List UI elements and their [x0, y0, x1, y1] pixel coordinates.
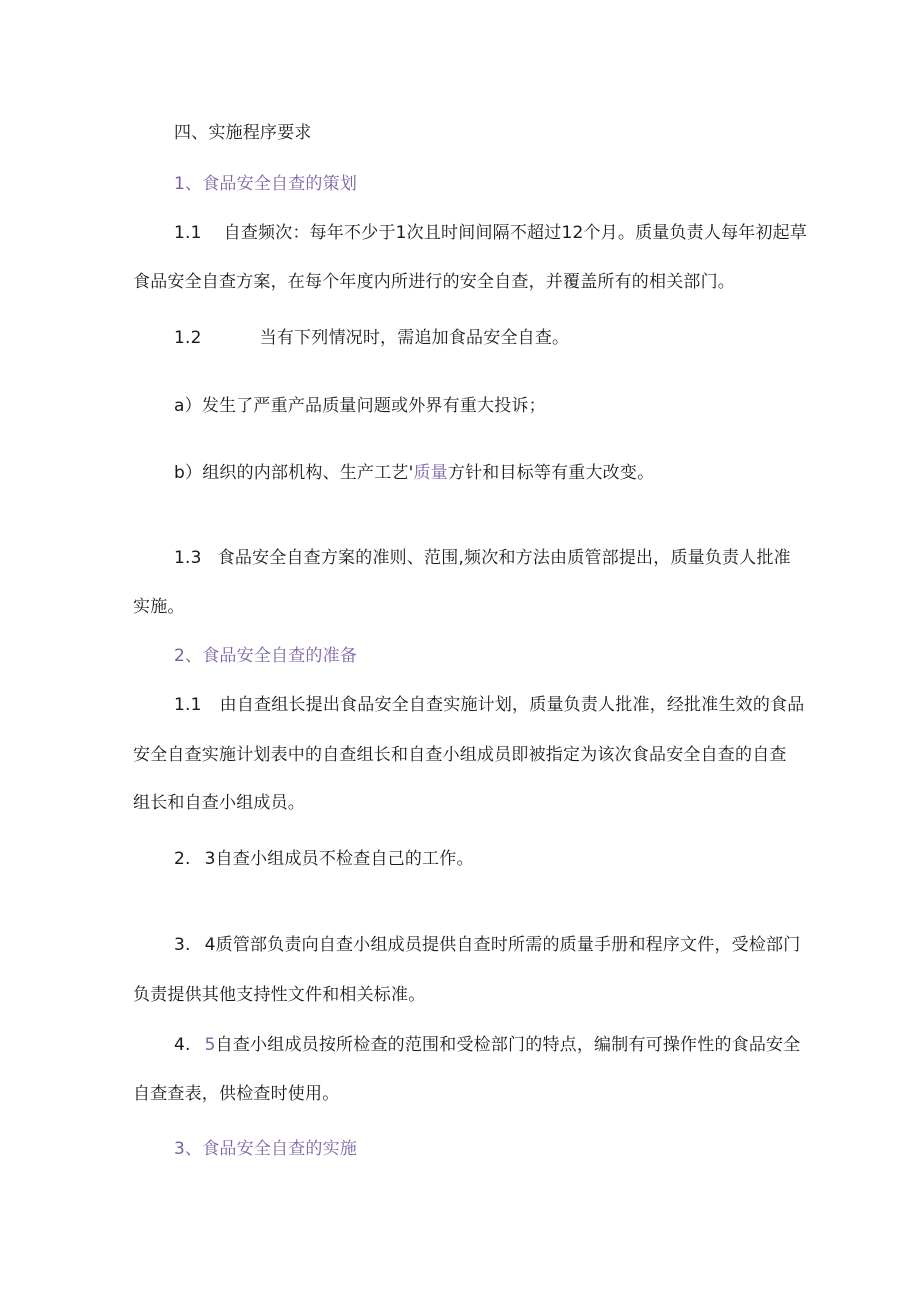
para-2-4-line2: 自查查表，供检查时使用。: [133, 1084, 340, 1104]
para-2-3-line1: [174, 933, 800, 957]
item-b-pre: b）组织的内部机构、生产工艺': [174, 463, 414, 483]
para-accent-number: 5: [204, 1035, 216, 1055]
para-2-1-line3: 组长和自查小组成员。: [133, 793, 305, 813]
para-1-3-line1: [174, 546, 791, 570]
para-text: 食品安全自查方案的准则、范围,频次和方法由质管部提出，质量负责人批准: [217, 548, 791, 568]
para-1-3-line2: 实施。: [133, 597, 185, 617]
para-text: 自查小组成员按所检查的范围和受检部门的特点，编制有可操作性的食品安全: [215, 1035, 801, 1055]
heading-3: 3、食品安全自查的实施: [174, 1139, 358, 1159]
para-2-3-line2: 负责提供其他支持性文件和相关标准。: [133, 985, 426, 1005]
heading-1: 1、食品安全自查的策划: [174, 174, 358, 194]
para-2-2: [174, 847, 474, 871]
para-text: 4质管部负责向自查小组成员提供自查时所需的质量手册和程序文件，受检部门: [204, 935, 801, 955]
para-number: 1.1: [174, 223, 202, 243]
para-number: 4.: [174, 1035, 191, 1055]
para-2-1-line1: [174, 693, 804, 717]
section-title: 四、实施程序要求: [174, 123, 312, 143]
heading-2: 2、食品安全自查的准备: [174, 646, 358, 666]
para-2-1-line2: 安全自查实施计划表中的自查组长和自查小组成员即被指定为该次食品安全自查的自查: [133, 745, 787, 765]
para-2-4-line1: [174, 1033, 800, 1057]
para-text: 3自查小组成员不检查自己的工作。: [204, 849, 474, 869]
para-text: 当有下列情况时，需追加食品安全自查。: [259, 328, 570, 348]
para-number: 1.3: [174, 548, 202, 568]
para-number: 1.2: [174, 328, 202, 348]
para-text: 自查频次：每年不少于1次且时间间隔不超过12个月。质量负责人每年初起草: [223, 223, 808, 243]
item-b-accent: 质量: [413, 463, 448, 483]
para-text: 由自查组长提出食品安全自查实施计划，质量负责人批准，经批准生效的食品: [219, 695, 805, 715]
para-number: 2.: [174, 849, 191, 869]
list-item-a: a）发生了严重产品质量问题或外界有重大投诉；: [174, 396, 546, 416]
para-number: 1.1: [174, 695, 202, 715]
para-1-1-line2: 食品安全自查方案，在每个年度内所进行的安全自查，并覆盖所有的相关部门。: [133, 272, 735, 292]
para-1-2: [174, 326, 569, 350]
para-number: 3.: [174, 935, 191, 955]
para-1-1-line1: [174, 221, 807, 245]
list-item-b: [174, 461, 654, 485]
item-b-post: 方针和目标等有重大改变。: [447, 463, 655, 483]
